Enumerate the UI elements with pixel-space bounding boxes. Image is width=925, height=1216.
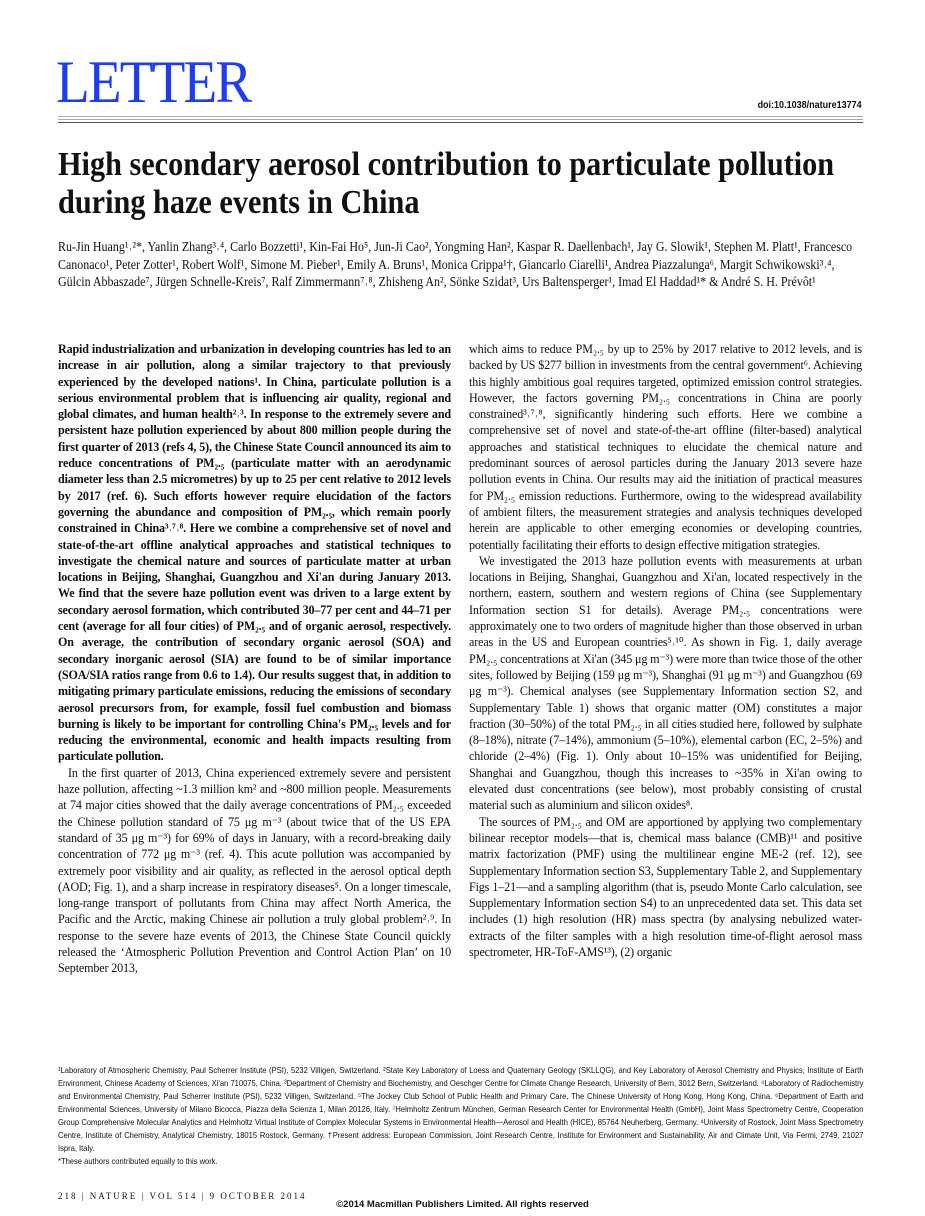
article-title: High secondary aerosol contribution to particulate pollution during haze events in China [58,146,835,221]
affiliations: ¹Laboratory of Atmospheric Chemistry, Paul Scherrer Institute (PSI), 5232 Villigen, Switzerland. ²State Key Laboratory of Loess and Quaternary Geology (SKLLQG), and Key Laboratory of Aerosol Chemistry and Physics, Institute of Earth Environment, Chinese Academy of Sciences, Xi'an 710075, China. ³Department of Chemistry and Biochemistry, and Oeschger Centre for Climate Change Research, University of Bern, 3012 Bern, Switzerland. ⁴Laboratory of Radiochemistry and Environmental Chemistry, Paul Scherrer Institute (PSI), 5232 Villigen, Switzerland. ⁵The Jockey Club School of Public Health and Primary Care, The Chinese University of Hong Kong, Hong Kong, China. ⁶Department of Earth and Environmental Sciences, University of Milano Bicocca, Piazza della Scienza 1, Milan 20126, Italy. ⁷Helmholtz Zentrum München, German Research Center for Environmental Health (GmbH), Joint Mass Spectrometry Centre, Cooperation Group Comprehensive Molecular Analytics and Helmholtz Virtual Institute of Complex Molecular Systems in Environmental Health—Aerosol and Health (HICE), 85764 Neuherberg, Germany. ⁸University of Rostock, Joint Mass Spectrometry Centre, Institute of Chemistry, Analytical Chemistry, 18015 Rostock, Germany. †Present address: European Commission, Joint Research Centre, Institute for Environment and Sustainability, Air and Climate Unit, Via Fermi, 2749, 21027 Ispra, Italy. [58,1065,864,1153]
right-column [469,341,862,960]
equal-contribution-note: *These authors contributed equally to this work. [58,1156,218,1166]
section-label: LETTER [56,49,251,115]
body-paragraph: The sources of PM₂.₅ and OM are apportioned by applying two complementary bilinear receptor models—that is, chemical mass balance (CMB)¹¹ and positive matrix factorization (PMF) using the multilinear engine ME-2 (ref. 12), see Supplementary Information section S3, Supplementary Table 2, and Supplementary Figs 1–21—and a sampling algorithm (that is, pseudo Monte Carlo calculation, see Supplementary Information section S4) to an unprecedented data set. This data set includes (1) high resolution (HR) mass spectra (by analysing nebulized water-extracts of the filter samples with a high resolution time-of-flight aerosol mass spectrometer, HR-ToF-AMS¹³), (2) organic [469,814,862,959]
abstract: Rapid industrialization and urbanization in developing countries has led to an increase in air pollution, along a similar trajectory to that previously experienced by the developed nations¹. In China, particulate pollution is a serious environmental problem that is influencing air quality, regional and global climates, and human health²˒³. In response to the extremely severe and persistent haze pollution experienced by about 800 million people during the first quarter of 2013 (refs 4, 5), the Chinese State Council announced its aim to reduce concentrations of PM₂.₅ (particulate matter with an aerodynamic diameter less than 2.5 micrometres) by up to 25 per cent relative to 2012 levels by 2017 (ref. 6). Such efforts however require elucidation of the factors governing the abundance and composition of PM₂.₅, which remain poorly constrained in China³˒⁷˒⁸. Here we combine a comprehensive set of novel and state-of-the-art offline analytical approaches and statistical techniques to investigate the chemical nature and sources of particulate matter at urban locations in Beijing, Shanghai, Guangzhou and Xi'an during January 2013. We find that the severe haze pollution event was driven to a large extent by secondary aerosol formation, which contributed 30–77 per cent and 44–71 per cent (average for all four cities) of PM₂.₅ and of organic aerosol, respectively. On average, the contribution of secondary organic aerosol (SOA) and secondary inorganic aerosol (SIA) are found to be of similar importance (SOA/SIA ratios range from 0.6 to 1.4). Our results suggest that, in addition to mitigating primary particulate emissions, reducing the emissions of secondary aerosol precursors from, for example, fossil fuel combustion and biomass burning is likely to be important for controlling China's PM₂.₅ levels and for reducing the environmental, economic and health impacts resulting from particulate pollution. [58,342,451,764]
footnotes [58,1064,863,1168]
page-info: 218 | NATURE | VOL 514 | 9 OCTOBER 2014 [58,1191,307,1201]
divider [58,122,863,123]
copyright: ©2014 Macmillan Publishers Limited. All rights reserved [336,1199,589,1210]
body-paragraph: In the first quarter of 2013, China experienced extremely severe and persistent haze pollution, affecting ~1.3 million km² and ~800 million people. Measurements at 74 major cities showed that the daily average concentrations of PM₂.₅ exceeded the Chinese pollution standard of 75 μg m⁻³ (about twice that of the US EPA standard of 35 μg m⁻³) for 69% of days in January, with a record-breaking daily concentration of 772 μg m⁻³ (ref. 4). This acute pollution was accompanied by extremely poor visibility and air quality, as reflected in the aerosol optical depth (AOD; Fig. 1), and a sharp increase in respiratory diseases⁵. On a longer timescale, long-range transport of pollutants from China may affect North America, the Pacific and the Arctic, making Chinese air pollution a truly global problem²˒⁹. In response to the severe haze events of 2013, the Chinese State Council quickly released the ‘Atmospheric Pollution Prevention and Control Action Plan’ on 10 September 2013, [58,765,451,976]
divider [58,119,863,120]
body-paragraph: We investigated the 2013 haze pollution events with measurements at urban locations in Beijing, Shanghai, Guangzhou and Xi'an, located respectively in the northern, eastern, southern and western regions of China (see Supplementary Information section S1 for details). Average PM₂.₅ concentrations were approximately one to two orders of magnitude higher than those observed in urban areas in the US and European countries⁵˒¹⁰. As shown in Fig. 1, daily average PM₂.₅ concentrations at Xi'an (345 μg m⁻³) were more than twice those of the other sites, followed by Beijing (159 μg m⁻³), Shanghai (91 μg m⁻³) and Guangzhou (69 μg m⁻³). Chemical analyses (see Supplementary Information section S2, and Supplementary Table 1) shows that organic matter (OM) constitutes a major fraction (30–50%) of the total PM₂.₅ in all cities studied here, followed by sulphate (8–18%), nitrate (7–14%), ammonium (5–10%), elemental carbon (EC, 2–5%) and chloride (2–4%) (Fig. 1). Only about 10–15% was unidentified for Beijing, Shanghai and Guangzhou, though this increases to ~35% in Xi'an owing to elevated dust concentrations (see below), most probably consisting of crustal material such as aluminium and silicon oxides⁸. [469,553,862,813]
divider [58,116,863,117]
author-list: Ru-Jin Huang¹˒²*, Yanlin Zhang³˒⁴, Carlo Bozzetti¹, Kin-Fai Ho⁵, Jun-Ji Cao², Yongming Han², Kaspar R. Daellenbach¹, Jay G. Slowik¹, Stephen M. Platt¹, Francesco Canonaco¹, Peter Zotter¹, Robert Wolf¹, Simone M. Pieber¹, Emily A. Bruns¹, Monica Crippa¹†, Giancarlo Ciarelli¹, Andrea Piazzalunga⁶, Margit Schwikowski³˒⁴, Gülcin Abbaszade⁷, Jürgen Schnelle-Kreis⁷, Ralf Zimmermann⁷˒⁸, Zhisheng An², Sönke Szidat³, Urs Baltensperger¹, Imad El Haddad¹* & André S. H. Prévôt¹ [58,239,853,289]
doi-link[interactable]: doi:10.1038/nature13774 [757,100,862,111]
left-column [58,341,451,977]
body-paragraph: which aims to reduce PM₂.₅ by up to 25% by 2017 relative to 2012 levels, and is backed by US $277 billion in investments from the central government⁶. Achieving this highly ambitious goal requires targeted, optimized emission control strategies. However, the factors governing PM₂.₅ concentrations in China are poorly constrained³˒⁷˒⁸, significantly hindering such efforts. Here we combine a comprehensive set of novel and state-of-the-art offline (filter-based) analytical approaches and statistical techniques to elucidate the chemical nature and predominant sources of aerosol particles during the January 2013 severe haze pollution events in China. Our results may aid the initiation of practical measures for PM₂.₅ emission reductions. Furthermore, owing to the widespread availability of ambient filters, the measurement strategies and analysis techniques developed herein are applicable to other emerging economies or developing countries, potentially facilitating their efforts to design effective mitigation strategies. [469,342,862,552]
